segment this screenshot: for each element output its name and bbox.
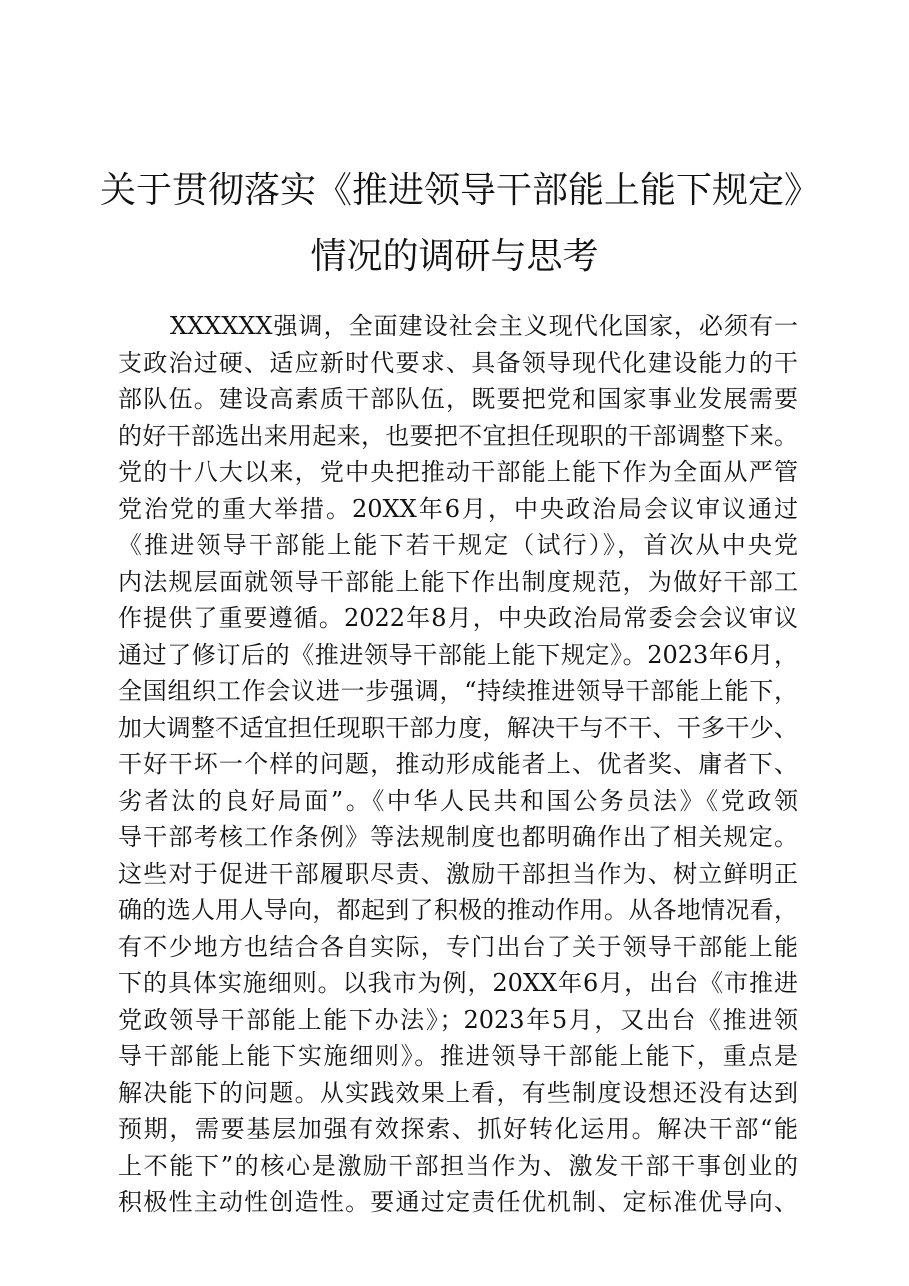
body-line: 预期，需要基层加强有效探索、抓好转化运用。解决干部“能 [118,1115,798,1143]
body-line: 党政领导干部能上能下办法》；2023年5月，又出台《推进领 [118,1005,798,1034]
body-line: 确的选人用人导向，都起到了积极的推动作用。从各地情况看， [118,896,798,924]
body-line: XXXXXX强调，全面建设社会主义现代化国家，必须有一 [170,312,798,340]
body-line: 干好干坏一个样的问题，推动形成能者上、优者奖、庸者下、 [118,750,798,778]
body-line: 导干部能上能下实施细则》。推进领导干部能上能下，重点是 [118,1042,798,1070]
document-body [118,308,798,1221]
body-line: 部队伍。建设高素质干部队伍，既要把党和国家事业发展需要 [118,385,798,413]
body-line: 导干部考核工作条例》等法规制度也都明确作出了相关规定。 [118,823,798,851]
body-line: 党的十八大以来，党中央把推动干部能上能下作为全面从严管 [118,458,798,486]
body-line: 下的具体实施细则。以我市为例，20XX年6月，出台《市推进 [118,969,798,997]
body-line: 的好干部选出来用起来，也要把不宜担任现职的干部调整下来。 [118,421,798,450]
body-line: 支政治过硬、适应新时代要求、具备领导现代化建设能力的干 [118,348,798,377]
body-line: 这些对于促进干部履职尽责、激励干部担当作为、树立鲜明正 [118,859,798,888]
body-line: 内法规层面就领导干部能上能下作出制度规范，为做好干部工 [118,567,798,596]
body-line: 《推进领导干部能上能下若干规定（试行）》，首次从中央党 [118,531,798,559]
body-line: 解决能下的问题。从实践效果上看，有些制度设想还没有达到 [118,1078,798,1107]
body-line: 积极性主动性创造性。要通过定责任优机制、定标准优导向、 [118,1188,798,1216]
body-line: 劣者汰的良好局面”。《中华人民共和国公务员法》《党政领 [118,786,798,815]
body-line: 有不少地方也结合各自实际，专门出台了关于领导干部能上能 [118,932,798,961]
document-title-line-2: 情况的调研与思考 [310,236,599,277]
document-title-line-1: 关于贯彻落实《推进领导干部能上能下规定》 [100,170,821,211]
body-line: 加大调整不适宜担任现职干部力度，解决干与不干、干多干少、 [118,713,798,742]
body-line: 通过了修订后的《推进领导干部能上能下规定》。2023年6月， [118,640,798,669]
body-line: 作提供了重要遵循。2022年8月，中央政治局常委会会议审议 [118,604,798,632]
body-line: 党治党的重大举措。20XX年6月，中央政治局会议审议通过 [118,494,798,523]
body-line: 上不能下”的核心是激励干部担当作为、激发干部干事创业的 [118,1151,798,1180]
body-line: 全国组织工作会议进一步强调，“持续推进领导干部能上能下， [118,677,798,705]
